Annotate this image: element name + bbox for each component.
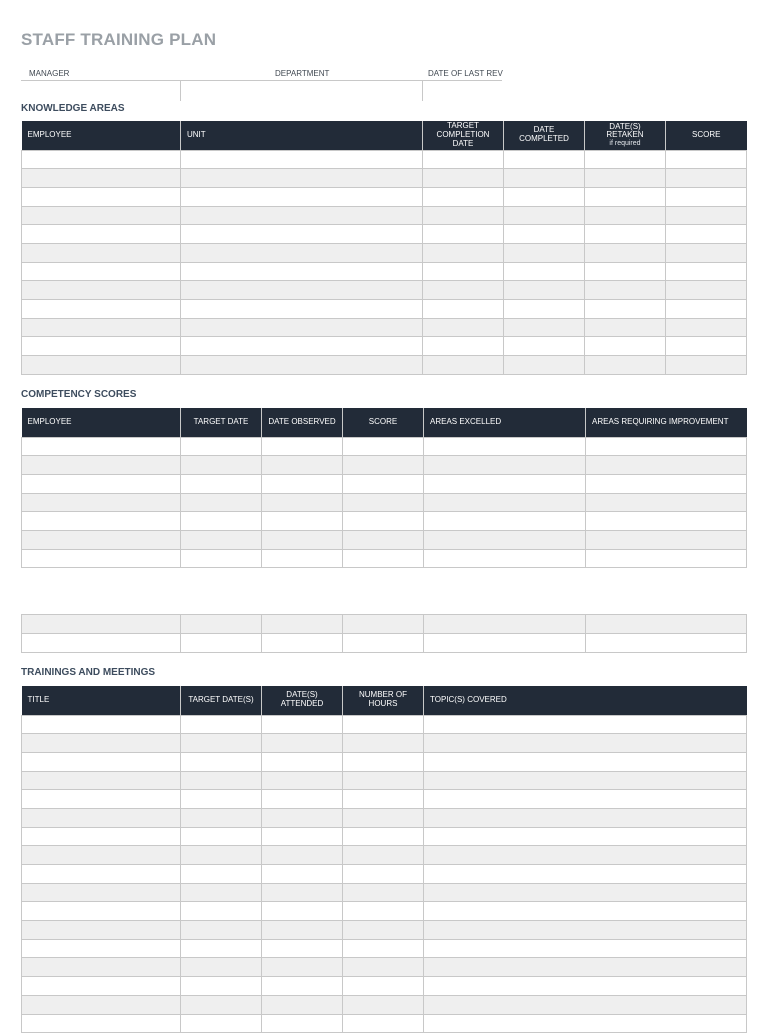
knowledge-areas-title: KNOWLEDGE AREAS — [21, 103, 125, 114]
table-cell[interactable] — [504, 281, 585, 300]
manager-label: MANAGER — [29, 69, 70, 78]
table-cell[interactable] — [585, 150, 666, 169]
table-cell[interactable] — [22, 715, 181, 734]
table-row — [22, 865, 747, 884]
table-cell[interactable] — [181, 808, 262, 827]
table-cell[interactable] — [262, 902, 343, 921]
table-cell[interactable] — [181, 512, 262, 531]
department-field-divider — [422, 80, 423, 101]
table-cell[interactable] — [22, 493, 181, 512]
table-cell[interactable] — [262, 808, 343, 827]
table-cell[interactable] — [22, 300, 181, 319]
table-cell[interactable] — [585, 206, 666, 225]
table-cell[interactable] — [22, 243, 181, 262]
table-cell[interactable] — [262, 958, 343, 977]
table-cell[interactable] — [424, 493, 586, 512]
table-cell[interactable] — [343, 921, 424, 940]
table-row — [22, 549, 747, 568]
table-cell[interactable] — [22, 790, 181, 809]
table-cell[interactable] — [262, 437, 343, 456]
table-cell[interactable] — [262, 634, 343, 653]
table-cell[interactable] — [22, 958, 181, 977]
table-cell[interactable] — [666, 243, 747, 262]
table-cell[interactable] — [585, 281, 666, 300]
table-cell[interactable] — [22, 883, 181, 902]
table-cell[interactable] — [181, 883, 262, 902]
table-cell[interactable] — [423, 206, 504, 225]
table-cell[interactable] — [181, 958, 262, 977]
table-cell[interactable] — [585, 262, 666, 281]
table-cell[interactable] — [262, 977, 343, 996]
table-cell[interactable] — [181, 734, 262, 753]
table-cell[interactable] — [22, 150, 181, 169]
table-cell[interactable] — [181, 771, 262, 790]
table-cell[interactable] — [262, 865, 343, 884]
table-cell[interactable] — [22, 474, 181, 493]
table-cell[interactable] — [181, 902, 262, 921]
table-cell[interactable] — [343, 846, 424, 865]
table-cell[interactable] — [22, 734, 181, 753]
table-cell[interactable] — [666, 318, 747, 337]
table-cell[interactable] — [22, 262, 181, 281]
table-cell[interactable] — [343, 995, 424, 1014]
department-label: DEPARTMENT — [275, 69, 330, 78]
table-cell[interactable] — [585, 187, 666, 206]
table-cell[interactable] — [262, 474, 343, 493]
column-header-target-date: TARGET DATE — [181, 408, 262, 437]
table-cell[interactable] — [181, 300, 423, 319]
table-cell[interactable] — [22, 827, 181, 846]
table-cell[interactable] — [424, 437, 586, 456]
table-row — [22, 995, 747, 1014]
table-cell[interactable] — [22, 865, 181, 884]
table-cell[interactable] — [424, 752, 747, 771]
table-cell[interactable] — [262, 995, 343, 1014]
column-header-topics-covered: TOPIC(S) COVERED — [424, 686, 747, 715]
table-cell[interactable] — [424, 865, 747, 884]
table-cell[interactable] — [343, 493, 424, 512]
table-cell[interactable] — [586, 493, 747, 512]
table-row — [22, 790, 747, 809]
table-cell[interactable] — [423, 300, 504, 319]
table-cell[interactable] — [181, 318, 423, 337]
table-cell[interactable] — [22, 281, 181, 300]
table-cell[interactable] — [343, 771, 424, 790]
table-cell[interactable] — [585, 169, 666, 188]
table-row — [22, 243, 747, 262]
table-cell[interactable] — [181, 790, 262, 809]
table-cell[interactable] — [343, 437, 424, 456]
table-row — [22, 225, 747, 244]
table-cell[interactable] — [586, 474, 747, 493]
table-cell[interactable] — [343, 456, 424, 475]
table-cell[interactable] — [22, 752, 181, 771]
column-header-score: SCORE — [343, 408, 424, 437]
table-cell[interactable] — [423, 356, 504, 375]
table-cell[interactable] — [22, 512, 181, 531]
table-cell[interactable] — [666, 300, 747, 319]
table-cell[interactable] — [424, 995, 747, 1014]
table-cell[interactable] — [585, 337, 666, 356]
table-header-row — [22, 686, 747, 715]
table-cell[interactable] — [181, 715, 262, 734]
table-row — [22, 977, 747, 996]
table-cell[interactable] — [343, 790, 424, 809]
table-cell[interactable] — [504, 300, 585, 319]
column-header-number-of-hours: NUMBER OF HOURS — [343, 686, 424, 715]
table-cell[interactable] — [262, 921, 343, 940]
table-row — [22, 958, 747, 977]
table-cell[interactable] — [424, 715, 747, 734]
table-cell[interactable] — [424, 827, 747, 846]
table-cell[interactable] — [22, 206, 181, 225]
table-cell[interactable] — [22, 225, 181, 244]
table-cell[interactable] — [181, 337, 423, 356]
table-cell[interactable] — [343, 939, 424, 958]
table-cell[interactable] — [424, 921, 747, 940]
table-row — [22, 262, 747, 281]
column-header-score: SCORE — [666, 121, 747, 150]
column-header-dates-attended: DATE(S) ATTENDED — [262, 686, 343, 715]
table-cell[interactable] — [666, 262, 747, 281]
table-cell[interactable] — [666, 356, 747, 375]
table-row — [22, 456, 747, 475]
table-cell[interactable] — [181, 356, 423, 375]
table-row — [22, 883, 747, 902]
header-subtext: if required — [609, 140, 641, 148]
table-cell[interactable] — [343, 808, 424, 827]
table-cell[interactable] — [424, 958, 747, 977]
table-cell[interactable] — [585, 318, 666, 337]
table-cell[interactable] — [22, 187, 181, 206]
table-cell[interactable] — [666, 150, 747, 169]
table-cell[interactable] — [423, 243, 504, 262]
table-cell[interactable] — [343, 958, 424, 977]
table-cell[interactable] — [424, 808, 747, 827]
table-cell[interactable] — [262, 493, 343, 512]
table-cell[interactable] — [504, 318, 585, 337]
table-row — [22, 615, 747, 634]
table-cell[interactable] — [181, 474, 262, 493]
table-cell[interactable] — [424, 883, 747, 902]
table-cell[interactable] — [22, 318, 181, 337]
table-cell[interactable] — [181, 827, 262, 846]
table-row — [22, 437, 747, 456]
column-header-date-observed: DATE OBSERVED — [262, 408, 343, 437]
table-cell[interactable] — [181, 437, 262, 456]
table-cell[interactable] — [343, 883, 424, 902]
table-row — [22, 512, 747, 531]
table-cell[interactable] — [181, 921, 262, 940]
competency-scores-table — [21, 408, 747, 568]
header-line: DATE — [533, 125, 555, 135]
table-cell[interactable] — [585, 356, 666, 375]
table-cell[interactable] — [181, 493, 262, 512]
table-row — [22, 634, 747, 653]
table-cell[interactable] — [423, 318, 504, 337]
table-row — [22, 734, 747, 753]
table-cell[interactable] — [181, 846, 262, 865]
table-cell[interactable] — [424, 734, 747, 753]
table-cell[interactable] — [586, 615, 747, 634]
table-cell[interactable] — [181, 262, 423, 281]
column-header-areas-excelled: AREAS EXCELLED — [424, 408, 586, 437]
table-cell[interactable] — [262, 939, 343, 958]
table-cell[interactable] — [504, 356, 585, 375]
header-line: DATE(S) RETAKEN — [606, 121, 644, 140]
table-cell[interactable] — [424, 977, 747, 996]
table-cell[interactable] — [22, 356, 181, 375]
table-cell[interactable] — [586, 549, 747, 568]
table-cell[interactable] — [22, 846, 181, 865]
table-cell[interactable] — [424, 615, 586, 634]
column-header-employee: EMPLOYEE — [22, 408, 181, 437]
table-cell[interactable] — [22, 456, 181, 475]
table-cell[interactable] — [181, 995, 262, 1014]
table-cell[interactable] — [666, 187, 747, 206]
competency-scores-title: COMPETENCY SCORES — [21, 389, 137, 400]
table-cell[interactable] — [666, 337, 747, 356]
table-cell[interactable] — [424, 634, 586, 653]
table-row — [22, 715, 747, 734]
column-header-target-dates: TARGET DATE(S) — [181, 686, 262, 715]
table-row — [22, 206, 747, 225]
table-cell[interactable] — [666, 225, 747, 244]
table-row — [22, 300, 747, 319]
table-cell[interactable] — [343, 752, 424, 771]
table-cell[interactable] — [666, 169, 747, 188]
table-cell[interactable] — [22, 977, 181, 996]
info-fields-underline — [21, 80, 502, 81]
table-header-row — [22, 408, 747, 437]
table-cell[interactable] — [22, 1014, 181, 1033]
table-cell[interactable] — [181, 150, 423, 169]
column-header-areas-requiring-improvement: AREAS REQUIRING IMPROVEMENT — [586, 408, 747, 437]
table-row — [22, 752, 747, 771]
table-cell[interactable] — [181, 281, 423, 300]
table-row — [22, 474, 747, 493]
table-cell[interactable] — [343, 474, 424, 493]
table-cell[interactable] — [343, 734, 424, 753]
table-row — [22, 827, 747, 846]
table-cell[interactable] — [262, 883, 343, 902]
table-cell[interactable] — [22, 808, 181, 827]
table-cell[interactable] — [424, 549, 586, 568]
table-cell[interactable] — [586, 512, 747, 531]
table-cell[interactable] — [343, 865, 424, 884]
table-cell[interactable] — [343, 530, 424, 549]
table-cell[interactable] — [585, 225, 666, 244]
column-header-date-completed — [504, 121, 585, 150]
table-cell[interactable] — [586, 530, 747, 549]
table-cell[interactable] — [423, 225, 504, 244]
table-cell[interactable] — [181, 169, 423, 188]
table-cell[interactable] — [262, 530, 343, 549]
header-line: TARGET — [447, 121, 479, 131]
table-cell[interactable] — [424, 902, 747, 921]
table-cell[interactable] — [424, 530, 586, 549]
table-cell[interactable] — [504, 169, 585, 188]
table-row — [22, 846, 747, 865]
table-header-row — [22, 121, 747, 150]
table-cell[interactable] — [343, 1014, 424, 1033]
table-cell[interactable] — [181, 634, 262, 653]
table-cell[interactable] — [424, 846, 747, 865]
date-of-last-rev-label: DATE OF LAST REV — [428, 69, 503, 78]
table-cell[interactable] — [423, 169, 504, 188]
table-cell[interactable] — [22, 169, 181, 188]
table-cell[interactable] — [262, 549, 343, 568]
table-cell[interactable] — [262, 752, 343, 771]
table-cell[interactable] — [22, 615, 181, 634]
table-row — [22, 318, 747, 337]
manager-field-divider — [180, 80, 181, 101]
table-cell[interactable] — [22, 771, 181, 790]
table-cell[interactable] — [22, 634, 181, 653]
table-cell[interactable] — [423, 281, 504, 300]
table-cell[interactable] — [22, 530, 181, 549]
table-cell[interactable] — [181, 225, 423, 244]
table-cell[interactable] — [262, 846, 343, 865]
table-cell[interactable] — [424, 939, 747, 958]
header-line: COMPLETION DATE — [436, 129, 490, 148]
table-cell[interactable] — [181, 752, 262, 771]
table-cell[interactable] — [262, 734, 343, 753]
table-cell[interactable] — [423, 187, 504, 206]
table-cell[interactable] — [504, 337, 585, 356]
table-cell[interactable] — [181, 549, 262, 568]
table-cell[interactable] — [343, 615, 424, 634]
table-cell[interactable] — [343, 715, 424, 734]
table-cell[interactable] — [504, 243, 585, 262]
table-cell[interactable] — [22, 921, 181, 940]
table-row — [22, 1014, 747, 1033]
table-cell[interactable] — [22, 939, 181, 958]
table-cell[interactable] — [423, 150, 504, 169]
table-cell[interactable] — [343, 634, 424, 653]
table-cell[interactable] — [181, 615, 262, 634]
table-row — [22, 356, 747, 375]
table-cell[interactable] — [424, 1014, 747, 1033]
column-header-dates-retaken — [585, 121, 666, 150]
table-cell[interactable] — [22, 549, 181, 568]
table-cell[interactable] — [504, 150, 585, 169]
column-header-target-completion-date — [423, 121, 504, 150]
table-cell[interactable] — [666, 206, 747, 225]
table-cell[interactable] — [181, 939, 262, 958]
table-cell[interactable] — [585, 243, 666, 262]
table-cell[interactable] — [343, 512, 424, 531]
table-cell[interactable] — [585, 300, 666, 319]
table-cell[interactable] — [423, 337, 504, 356]
table-cell[interactable] — [22, 902, 181, 921]
column-header-employee: EMPLOYEE — [22, 121, 181, 150]
knowledge-areas-table — [21, 121, 747, 375]
table-cell[interactable] — [424, 512, 586, 531]
table-cell[interactable] — [586, 437, 747, 456]
table-cell[interactable] — [424, 790, 747, 809]
column-header-title: TITLE — [22, 686, 181, 715]
trainings-and-meetings-table — [21, 686, 747, 1033]
table-cell[interactable] — [262, 615, 343, 634]
table-row — [22, 771, 747, 790]
table-cell[interactable] — [262, 790, 343, 809]
table-cell[interactable] — [424, 474, 586, 493]
table-cell[interactable] — [343, 902, 424, 921]
table-cell[interactable] — [262, 456, 343, 475]
table-cell[interactable] — [181, 1014, 262, 1033]
table-row — [22, 150, 747, 169]
table-cell[interactable] — [181, 530, 262, 549]
table-row — [22, 337, 747, 356]
table-cell[interactable] — [666, 281, 747, 300]
table-cell[interactable] — [262, 1014, 343, 1033]
table-row — [22, 281, 747, 300]
table-cell[interactable] — [181, 456, 262, 475]
table-cell[interactable] — [343, 827, 424, 846]
header-line: COMPLETED — [519, 134, 569, 144]
page-title: STAFF TRAINING PLAN — [21, 30, 217, 49]
table-row — [22, 902, 747, 921]
table-cell[interactable] — [424, 456, 586, 475]
table-row — [22, 939, 747, 958]
table-cell[interactable] — [181, 206, 423, 225]
table-row — [22, 808, 747, 827]
table-cell[interactable] — [343, 549, 424, 568]
table-cell[interactable] — [586, 634, 747, 653]
table-cell[interactable] — [504, 225, 585, 244]
table-cell[interactable] — [343, 977, 424, 996]
table-cell[interactable] — [22, 437, 181, 456]
competency-extra-rows — [21, 614, 747, 653]
table-cell[interactable] — [504, 206, 585, 225]
table-row — [22, 921, 747, 940]
table-cell[interactable] — [423, 262, 504, 281]
table-cell[interactable] — [262, 512, 343, 531]
table-cell[interactable] — [22, 337, 181, 356]
table-row — [22, 187, 747, 206]
table-cell[interactable] — [181, 187, 423, 206]
table-cell[interactable] — [262, 827, 343, 846]
table-cell[interactable] — [22, 995, 181, 1014]
table-cell[interactable] — [181, 243, 423, 262]
table-cell[interactable] — [262, 715, 343, 734]
trainings-and-meetings-title: TRAININGS AND MEETINGS — [21, 667, 156, 678]
table-row — [22, 493, 747, 512]
table-cell[interactable] — [504, 262, 585, 281]
column-header-unit: UNIT — [181, 121, 423, 150]
table-cell[interactable] — [424, 771, 747, 790]
table-cell[interactable] — [262, 771, 343, 790]
table-cell[interactable] — [586, 456, 747, 475]
table-row — [22, 530, 747, 549]
table-cell[interactable] — [181, 977, 262, 996]
table-cell[interactable] — [181, 865, 262, 884]
table-row — [22, 169, 747, 188]
table-cell[interactable] — [504, 187, 585, 206]
